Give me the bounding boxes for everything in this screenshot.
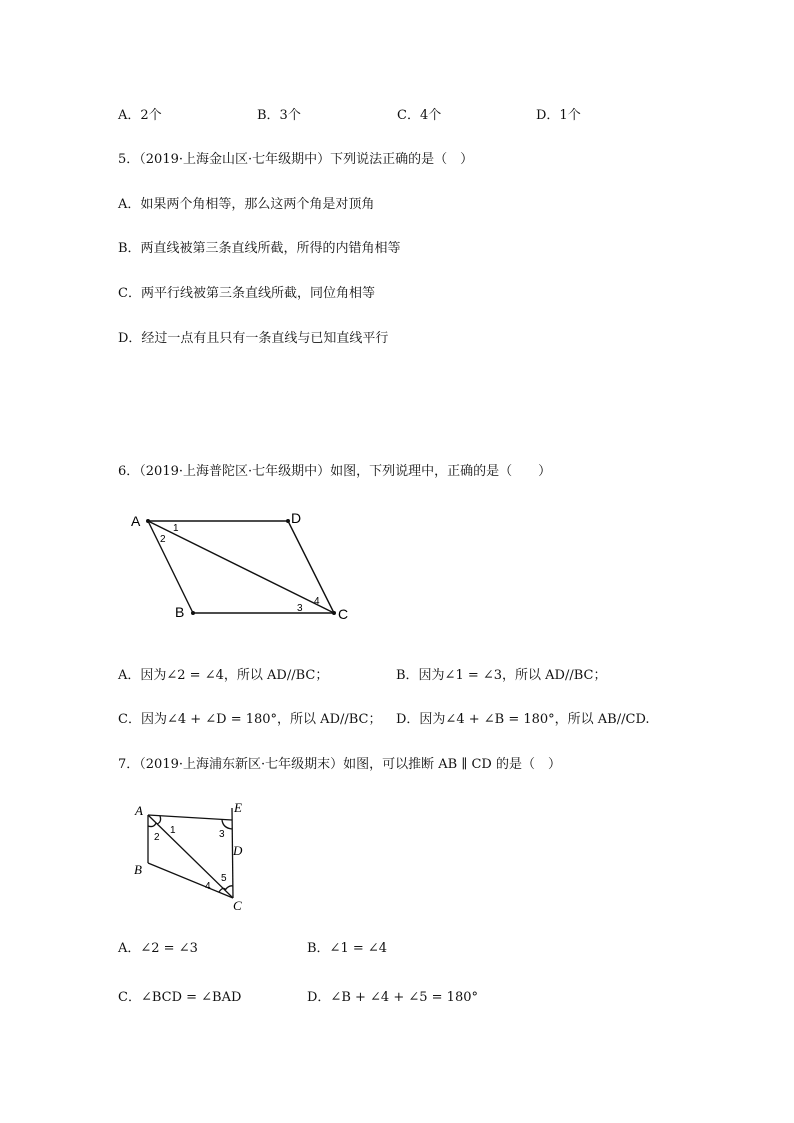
q6-point-c: C [338, 606, 349, 622]
q7-point-a: A [135, 803, 143, 818]
q6-segment-dc [288, 521, 334, 613]
q5-stem: 5．（2019·上海金山区·七年级期中）下列说法正确的是（ ） [118, 152, 474, 167]
q7-point-d: D [233, 843, 243, 858]
q6-segment-ac [148, 521, 334, 613]
q6-option-a: A．因为∠2 = ∠4，所以 AD//BC； [118, 668, 329, 683]
q6-option-b: B．因为∠1 = ∠3，所以 AD//BC； [396, 668, 607, 683]
q6-stem: 6．（2019·上海普陀区·七年级期中）如图，下列说理中，正确的是（ ） [118, 464, 552, 479]
q7-point-c: C [233, 898, 242, 913]
q7-arc-5 [225, 886, 233, 890]
q6-point-a: A [131, 513, 141, 529]
q7-angle-1: 1 [170, 825, 176, 836]
q7-point-b: B [134, 862, 142, 877]
q7-angle-5: 5 [221, 873, 227, 884]
q7-stem: 7．（2019·上海浦东新区·七年级期末）如图，可以推断 AB ∥ CD 的是（ ） [118, 757, 561, 772]
q7-figure [130, 798, 260, 913]
q7-angle-2: 2 [154, 832, 160, 843]
q6-segment-ab [148, 521, 193, 613]
q6-angle-3: 3 [297, 603, 303, 614]
q7-option-d: D．∠B + ∠4 + ∠5 = 180° [307, 990, 478, 1005]
q7-segment-ac [148, 815, 233, 898]
q7-angle-3: 3 [219, 829, 225, 840]
q5-option-a: A．如果两个角相等，那么这两个角是对顶角 [118, 197, 375, 212]
q7-option-b: B．∠1 = ∠4 [307, 941, 388, 956]
q7-option-c: C．∠BCD = ∠BAD [118, 990, 242, 1005]
q5-option-d: D．经过一点有且只有一条直线与已知直线平行 [118, 331, 389, 346]
q6-figure [120, 505, 360, 625]
q6-angle-2: 2 [160, 534, 166, 545]
q6-point-b: B [175, 604, 185, 620]
q7-point-e: E [234, 800, 242, 815]
q6-option-d: D．因为∠4 + ∠B = 180°，所以 AB//CD. [396, 712, 650, 727]
q7-option-a: A．∠2 = ∠3 [118, 941, 198, 956]
q5-option-b: B．两直线被第三条直线所截，所得的内错角相等 [118, 241, 401, 256]
q6-point-d: D [291, 510, 302, 526]
q6-angle-1: 1 [173, 523, 179, 534]
q4-option-a: A．2个 [118, 108, 162, 123]
q7-arc-3 [222, 820, 232, 829]
q6-option-c: C．因为∠4 + ∠D = 180°，所以 AD//BC； [118, 712, 382, 727]
q7-arc-1 [157, 816, 161, 824]
q6-angle-4: 4 [314, 596, 320, 607]
q7-angle-4: 4 [205, 881, 211, 892]
q7-arc-2 [148, 823, 156, 827]
q5-option-c: C．两平行线被第三条直线所截，同位角相等 [118, 286, 375, 301]
q4-option-c: C．4个 [397, 108, 442, 123]
q4-option-b: B．3个 [257, 108, 301, 123]
q4-option-d: D．1个 [536, 108, 581, 123]
